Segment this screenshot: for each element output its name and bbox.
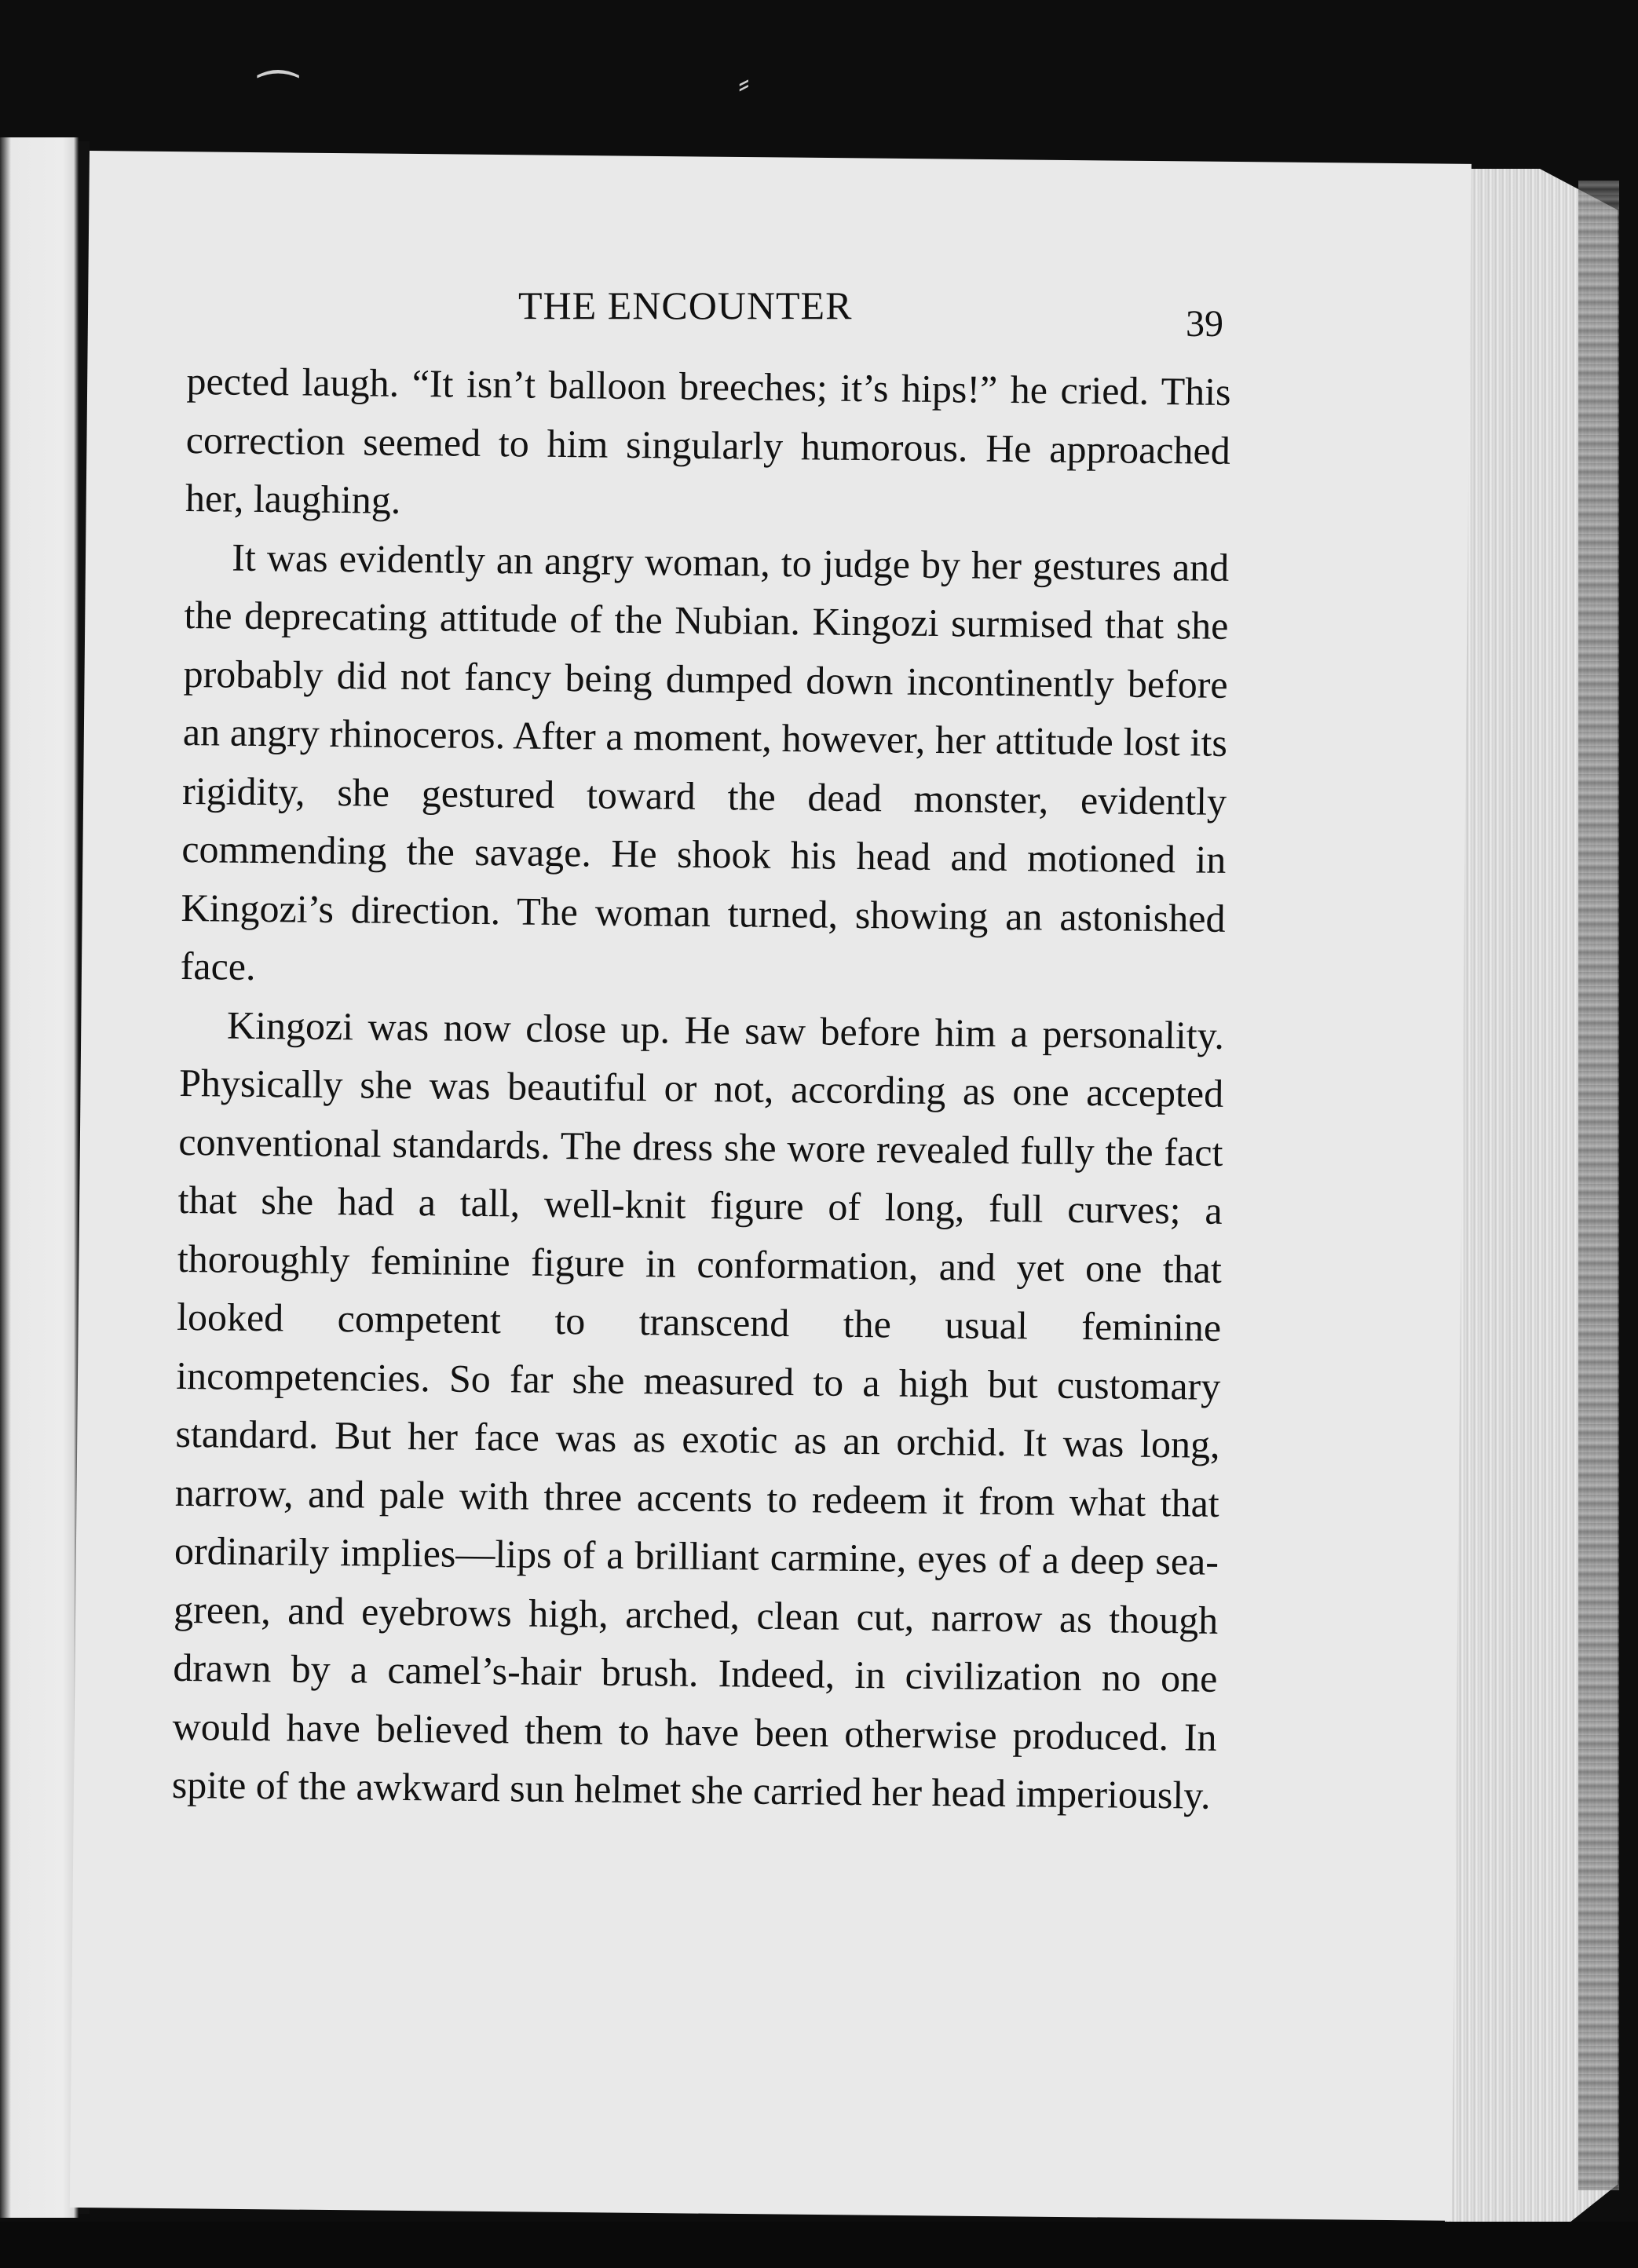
- scan-speck: ⸗: [738, 63, 750, 103]
- running-head: THE ENCOUNTER: [518, 283, 853, 327]
- page-body: [171, 352, 1230, 1824]
- paragraph: It was evidently an angry woman, to judge by her gestures and the deprecating attitude of the Nubian. Kingozi surmised that she probably did not fancy being dumped down incontinently before an angry rhinoceros. After a moment, however, her attitude lost its rigidity, she gestured toward the dead monster, evidently commending the savage. He shook his head and motioned in Kingozi’s direction. The woman turned, showing an astonished face.: [180, 535, 1230, 988]
- page-number: 39: [1186, 303, 1223, 345]
- scan-speck: ⁔: [259, 24, 298, 79]
- paragraph: pected laugh. “It isn’t balloon breeches; it’s hips!” he cried. This correction seemed to him singularly humorous. He approached her, laughing.: [185, 358, 1231, 522]
- scan-bottom-border: [0, 2222, 1638, 2268]
- paragraph: Kingozi was now close up. He saw before him a personality. Physically she was beautiful or not, according as one accepted conventional standards. The dress she wore revealed fully the fact that she had a tall, well-knit figure of long, full curves; a thoroughly feminine figure in conformation, and yet one that looked competent to transcend the usual feminine incompetencies. So far she measured to a high but customary standard. But her face was as exotic as an orchid. It was long, narrow, and pale with three accents to redeem it from what that ordinarily implies—lips of a brilliant carmine, eyes of a deep sea-green, and eyebrows high, arched, clean cut, narrow as though drawn by a camel’s-hair brush. Indeed, in civilization no one would have believed them to have been otherwise produced. In spite of the awkward sun helmet she carried her head imperiously.: [171, 1003, 1225, 1817]
- page-block-shadow: [1578, 181, 1619, 2190]
- facing-page-edge: [0, 137, 79, 2218]
